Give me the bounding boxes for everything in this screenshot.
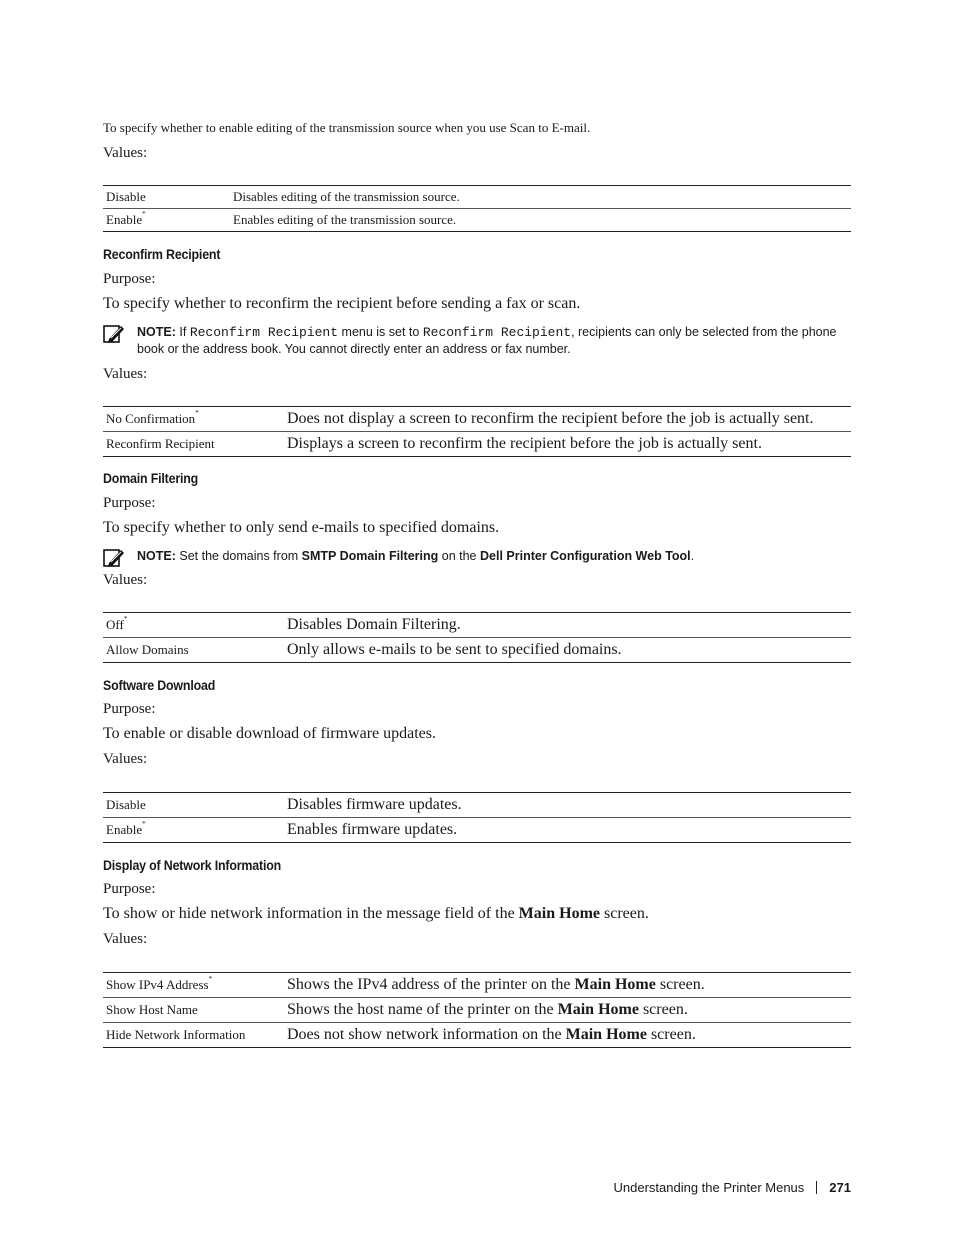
value-key: Hide Network Information (103, 1023, 284, 1048)
purpose-label: Purpose: (103, 495, 156, 511)
table-row (103, 638, 851, 663)
note-text: . (690, 549, 695, 563)
section-heading-domain-filtering: Domain Filtering (103, 471, 199, 486)
note-code: Reconfirm Recipient (189, 325, 339, 340)
note-reconfirm (103, 324, 851, 358)
footer-separator (816, 1181, 817, 1194)
section-heading-reconfirm-recipient: Reconfirm Recipient (103, 247, 221, 262)
purpose-text: To show or hide network information in the message field of the Main Home screen. (103, 905, 649, 922)
note-domain (103, 548, 851, 565)
values-label: Values: (103, 366, 148, 382)
value-key: Disable (106, 189, 146, 204)
values-table-domain (103, 612, 851, 663)
value-key: Show IPv4 Address* (106, 975, 213, 992)
table-row (103, 186, 851, 209)
value-description: Does not show network information on the Main Home screen. (284, 1023, 851, 1048)
purpose-text: To specify whether to only send e-mails to specified domains. (103, 519, 500, 536)
intro-text: To specify whether to enable editing of the transmission source when you use Scan to E-mail. (103, 120, 591, 135)
pencil-note-icon (103, 324, 125, 344)
value-description: Does not display a screen to reconfirm the recipient before the job is actually sent. (287, 410, 814, 427)
value-description: Disables editing of the transmission source. (233, 189, 460, 204)
value-key: Reconfirm Recipient (103, 432, 284, 457)
value-key: Disable (106, 797, 146, 812)
table-row (103, 407, 851, 432)
value-key: No Confirmation* (106, 409, 199, 426)
footer-title: Understanding the Printer Menus (613, 1180, 805, 1195)
value-key: Enable* (103, 209, 230, 232)
value-description: Displays a screen to reconfirm the recipient before the job is actually sent. (284, 432, 851, 457)
note-bold-text: Dell Printer Configuration Web Tool (480, 549, 691, 563)
note-label: NOTE: (137, 549, 176, 563)
note-text: Set the domains from (179, 549, 299, 563)
table-row (103, 793, 851, 818)
table-row (103, 209, 851, 232)
page-number: 271 (829, 1180, 851, 1195)
purpose-label: Purpose: (103, 881, 156, 897)
section-heading-software-download: Software Download (103, 678, 216, 693)
value-description: Enables firmware updates. (284, 818, 851, 843)
page-footer (614, 1180, 851, 1195)
note-code: Reconfirm Recipient (422, 325, 572, 340)
note-label: NOTE: (137, 325, 176, 339)
value-description: Shows the host name of the printer on the Main Home screen. (284, 998, 851, 1023)
purpose-label: Purpose: (103, 701, 156, 717)
section-heading-network-information: Display of Network Information (103, 858, 282, 873)
note-bold-text: SMTP Domain Filtering (301, 549, 439, 563)
table-row (103, 613, 851, 638)
note-text: menu is set to (341, 325, 420, 339)
value-description: Disables Domain Filtering. (287, 616, 461, 633)
values-table-network (103, 972, 851, 1048)
table-row (103, 818, 851, 843)
purpose-label: Purpose: (103, 271, 156, 287)
value-key: Show Host Name (103, 998, 284, 1023)
value-description: Disables firmware updates. (287, 796, 462, 813)
value-key: Allow Domains (103, 638, 284, 663)
purpose-text: To specify whether to reconfirm the recipient before sending a fax or scan. (103, 295, 581, 312)
values-table-reconfirm (103, 406, 851, 457)
values-label: Values: (103, 931, 148, 947)
table-row (103, 998, 851, 1023)
value-description: Enables editing of the transmission source. (230, 209, 851, 232)
values-label: Values: (103, 572, 148, 588)
note-text: If (179, 325, 187, 339)
values-table-edit-source (103, 185, 851, 232)
values-label: Values: (103, 751, 148, 767)
table-row (103, 432, 851, 457)
purpose-text: To enable or disable download of firmware updates. (103, 725, 436, 742)
note-text: on the (441, 549, 477, 563)
value-key: Off* (106, 615, 128, 632)
values-label: Values: (103, 145, 148, 161)
table-row (103, 1023, 851, 1048)
pencil-note-icon (103, 548, 125, 568)
value-key: Enable* (103, 818, 284, 843)
table-row (103, 973, 851, 998)
value-description: Shows the IPv4 address of the printer on the Main Home screen. (287, 976, 705, 993)
note-text: , recipients can only be selected from the phone book or the address book. You cannot directly enter an address or fax number. (137, 325, 837, 356)
values-table-software (103, 792, 851, 843)
value-description: Only allows e-mails to be sent to specified domains. (284, 638, 851, 663)
